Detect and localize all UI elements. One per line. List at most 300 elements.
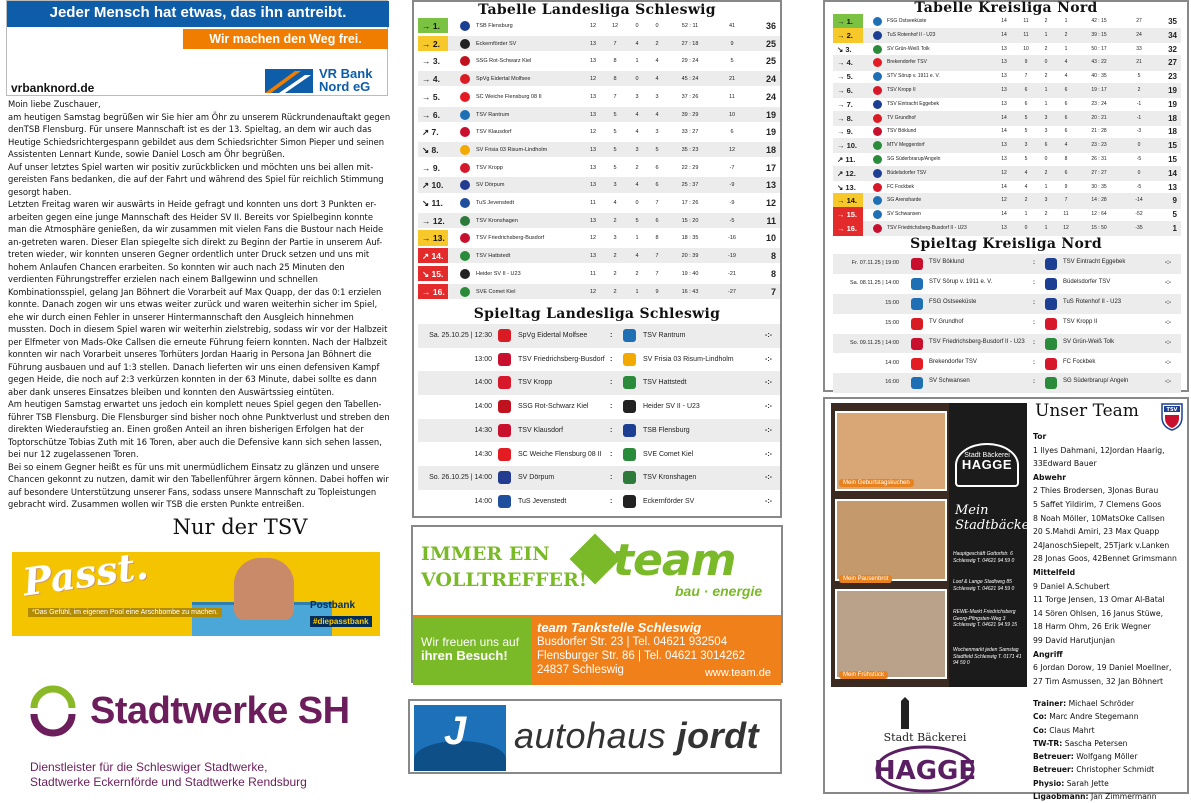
stat-sp: 13: [589, 182, 597, 189]
team-ad-station: team Tankstelle Schleswig: [537, 620, 702, 635]
stat-diff: -9: [729, 182, 735, 189]
stat-u: 6: [1044, 142, 1048, 149]
home-team: SSG Rot-Schwarz Kiel: [518, 403, 589, 411]
hagge-label-3: Mein Frühstück: [839, 671, 888, 679]
roster-position: Tor: [1033, 432, 1047, 441]
hagge-info-4: Wochenmarkt jeden Samstag Stadtfeld Schleswig T. 0171 41 94 59 0: [953, 647, 1022, 666]
rank-cell: → 9.: [422, 162, 440, 173]
stat-u: 1: [1044, 87, 1048, 93]
stat-g: 8: [613, 58, 617, 65]
stat-u: 1: [1044, 225, 1048, 231]
stat-sp: 12: [589, 76, 597, 83]
stat-u: 1: [635, 235, 639, 242]
away-crest-icon: [623, 353, 636, 366]
article-paragraph: Bei so einem Gegner heißt es für uns mit unermüdlichem Einsatz zu glänzen und unsere Chancen gekonnt zu nutzen, damit wir den Tabellenführer ärgern können. Dabei hoffen wir auf besondere Unterstützung unserer Fans, sodass unsere Mannschaft zu Topleistungen gebracht wird. Zusammen wollen wir TSB die ersten Punkte entreißen.: [8, 461, 389, 509]
stat-sp: 13: [589, 40, 597, 47]
staff-line: [1033, 710, 1189, 723]
stat-diff: 27: [1136, 18, 1142, 24]
stat-sp: 11: [590, 200, 596, 206]
away-team: SG Süderbrarup/ Angeln: [1063, 378, 1129, 385]
points: 27: [1168, 58, 1177, 68]
stat-v: 12: [1063, 225, 1069, 231]
team-name: Büdelsdorfer TSV: [887, 169, 927, 176]
fixture-score: -:-: [765, 426, 772, 434]
stat-g: 5: [1024, 114, 1028, 121]
stat-u: 2: [635, 164, 639, 171]
home-team: TuS Jevenstedt: [518, 497, 567, 505]
club-crest-icon: [873, 224, 882, 233]
fixture-row[interactable]: [833, 294, 1181, 314]
stat-sp: 11: [590, 270, 596, 277]
stat-g: 4: [1024, 183, 1028, 190]
stadtwerke-subline-2: Stadtwerke Eckernförde und Stadtwerke Rendsburg: [30, 775, 307, 789]
stat-g: 7: [1024, 73, 1028, 80]
club-crest-icon: [873, 72, 882, 81]
staff-name: Marc Andre Stegemann: [1049, 712, 1139, 722]
stat-v: 7: [1064, 197, 1068, 204]
club-crest-icon: [873, 183, 882, 192]
table-row[interactable]: [418, 107, 780, 123]
stat-u: 1: [1044, 183, 1048, 190]
home-crest-icon: [911, 377, 923, 389]
away-team: SVE Comet Kiel: [643, 450, 694, 458]
roster-position: Angriff: [1033, 649, 1063, 659]
vr-bank-name: [319, 67, 372, 93]
fixture-row[interactable]: [418, 371, 780, 395]
points: 25: [765, 38, 776, 49]
hagge-label-2: Mein Pausenbrot: [839, 575, 892, 583]
fixture-date: Fr. 07.11.25 | 19:00: [851, 260, 899, 266]
fixture-score: -:-: [1165, 279, 1171, 286]
staff-role: Physio:: [1033, 778, 1065, 788]
away-crest-icon: [623, 376, 636, 389]
stat-sp: 13: [589, 58, 597, 65]
roster-line: 27 Tim Asmussen, 32 Jan Böhnert: [1033, 676, 1164, 686]
stat-g: 3: [613, 235, 617, 242]
stat-v: 6: [655, 217, 659, 224]
postbank-ad[interactable]: [12, 542, 380, 636]
staff-role: Ligaobmann:: [1033, 792, 1089, 802]
stat-u: 3: [635, 146, 639, 153]
table-row[interactable]: [418, 142, 780, 158]
points: 17: [765, 162, 776, 173]
stat-g: 9: [1024, 59, 1028, 66]
fixture-score: -:-: [1165, 379, 1171, 386]
roster-line: 18 Harm Ohm, 26 Erik Wegner: [1033, 622, 1151, 632]
rank-cell: → 14.: [833, 193, 863, 208]
away-crest-icon: [1045, 278, 1057, 290]
rank-cell: ↘ 11.: [422, 198, 443, 208]
away-crest-icon: [623, 424, 636, 437]
team-ad-addr3: 24837 Schleswig: [537, 664, 624, 676]
staff-name: Claus Mahrt: [1049, 725, 1095, 735]
stat-diff: 21: [728, 76, 736, 83]
stat-diff: 33: [1136, 45, 1142, 52]
fixture-score: -:-: [765, 474, 772, 482]
points: 19: [765, 109, 776, 120]
stat-u: 1: [635, 58, 639, 65]
stat-diff: 0: [1137, 169, 1141, 176]
fixture-score: -:-: [1165, 299, 1171, 306]
away-team: SV Grün-Weiß Tolk: [1063, 338, 1115, 345]
stat-v: 1: [1064, 45, 1068, 52]
fixture-row[interactable]: [833, 274, 1181, 294]
rank-cell: → 7.: [837, 99, 853, 109]
article-paragraph: Auf unser letztes Spiel warten wir positiv zurückblicken und möchten uns bei allen mit-gereisten Fans bedanken, die auf der Fahrt und während des Spiel für reichlich Stimmung gesorgt haben.: [8, 161, 384, 197]
colon-separator: :: [610, 497, 613, 505]
staff-line: [1033, 750, 1189, 763]
hagge-info-3: REWE-Markt Friedrichsberg Georg-Pfingsten-Weg 3 Schleswig T. 04621 94 59 15: [953, 609, 1018, 628]
away-team: Heider SV II - U23: [643, 403, 700, 411]
breakfast-photo: [835, 589, 947, 679]
colon-separator: :: [610, 426, 613, 434]
stat-u: 0: [635, 76, 639, 83]
stat-diff: -1: [1136, 114, 1142, 121]
table-row[interactable]: [418, 89, 780, 105]
colon-separator: :: [1033, 359, 1035, 366]
roster-line: 5 Saffet Yildirim, 7 Clemens Goos: [1033, 499, 1162, 509]
points: 7: [770, 286, 776, 297]
stat-g: 2: [613, 217, 617, 224]
stat-goals: 43 : 22: [1091, 59, 1107, 66]
table-row[interactable]: [418, 230, 780, 246]
table-row[interactable]: [418, 248, 780, 264]
stat-v: 8: [1064, 156, 1068, 162]
club-crest-icon: [873, 86, 882, 95]
team-name: TV Grundhof: [887, 114, 916, 121]
landesliga-fixtures-title: Spieltag Landesliga Schleswig: [473, 306, 721, 322]
stat-goals: 15 : 50: [1091, 225, 1107, 231]
stat-v: 8: [655, 235, 659, 242]
table-row[interactable]: [418, 53, 780, 69]
hagge-logo-icon: [871, 695, 979, 793]
team-name: TSV Kronshagen: [476, 217, 518, 224]
stat-u: 2: [635, 270, 639, 277]
fixture-row[interactable]: [418, 419, 780, 443]
fixture-row[interactable]: [418, 395, 780, 419]
stat-sp: 13: [589, 164, 597, 171]
colon-separator: :: [1033, 319, 1035, 326]
club-crest-icon: [460, 216, 470, 226]
fixture-row[interactable]: [418, 490, 780, 514]
away-team: TSV Kronshagen: [643, 474, 697, 482]
table-row[interactable]: [418, 36, 780, 52]
stat-goals: 15 : 20: [681, 217, 699, 224]
table-row[interactable]: [418, 284, 780, 300]
rank-cell: → 6.: [837, 86, 853, 95]
stat-goals: 35 : 23: [681, 146, 699, 153]
table-row[interactable]: [418, 160, 780, 176]
kreisliga-table-title: Tabelle Kreisliga Nord: [914, 0, 1098, 16]
stat-g: 6: [1024, 100, 1028, 107]
table-row[interactable]: [418, 18, 780, 34]
rank-cell: → 1.: [418, 18, 448, 33]
stat-goals: 52 : 11: [681, 23, 699, 29]
table-row[interactable]: [418, 266, 780, 282]
stat-g: 3: [1024, 142, 1028, 149]
club-crest-icon: [873, 196, 882, 205]
stat-sp: 13: [589, 217, 597, 224]
hagge-label-1: Mein Geburtstagskuchen: [839, 479, 914, 487]
home-team: SpVg Eidertal Molfsee: [518, 332, 588, 339]
stat-u: 2: [1044, 169, 1048, 176]
article-paragraph: Letzten Freitag waren wir auswärts in Heide gefragt und konnten uns dort 3 Punkten er-arbeiten gegen eine junge Mannschaft des Heider SV II. Bereits vor Spielbeginn konnte man die Atmosphäre genießen, da wir zusammen mit vielen Fans die Bustour nach Heide an-getreten waren. Dieser Elan spiegelte sich direkt zu Beginn der Partie in unserem Auf-treten wieder, wir konnten unseren Gegner ordentlich unter Druck setzen und uns mit hohem Anlaufen Chancen erarbeiten. So konnten wir auch nach 25 Minuten den verdienten Führungstreffer erzielen nach einem Ballgewinn und schnellen Kombinationsspiel, gelang Jan Böhnert die Vorarbeit auf Max Quapp, der das 0:1 erzielen konnte. Danach zogen wir uns etwas weiter zurück und waren weiterhin sicher im Spiel, ehe wir durch einen Fehler in unserer Hintermannschaft den Ausgleich hinnehmen mussten. Doch in diesem Spiel waren wir weiterhin zielstrebig, sodass wir vor der Halbzeit per Elfmeter von Mads-Oke Callsen die erneute Führung feiern konnten. Nach der Halbzeit konnten wir nach Vorarbeit unseres Torhüters Jordan Haarig in Persona Jan Böhnert die Führung ausbauen und auf 1:3 stellen. Danach lieferten wir uns einen defensiven Kampf gegen Heide, die noch auf 2:3 verkürzen konnten in der 63 Minute, dabei sollte es dann aber dank unseres Einsatzes bleiben und konnten den Auswärtssieg eintüten.: [8, 199, 388, 397]
away-crest-icon: [623, 400, 636, 413]
team-ad-addr2: Flensburger Str. 86 | Tel. 04621 3014262: [537, 650, 746, 662]
stat-g: 10: [1023, 45, 1029, 52]
rank-cell: ↘ 3.: [837, 44, 852, 54]
fixture-row[interactable]: [833, 373, 1181, 393]
club-crest-icon: [460, 198, 470, 208]
stat-diff: 5: [1137, 73, 1141, 80]
points: 15: [1168, 155, 1177, 164]
stat-g: 2: [1024, 197, 1028, 204]
fixture-row[interactable]: [833, 254, 1181, 274]
away-crest-icon: [623, 471, 636, 484]
table-row[interactable]: [418, 213, 780, 229]
landesliga-table-title: Tabelle Landesliga Schleswig: [478, 2, 716, 18]
colon-separator: :: [1033, 279, 1035, 286]
rank-cell: → 1.: [833, 14, 863, 29]
postbank-logo: Postbank: [310, 600, 356, 611]
postbank-hashtag: #diepasstbank: [310, 616, 372, 627]
club-crest-icon: [873, 210, 882, 219]
stat-diff: -7: [729, 164, 735, 171]
stat-diff: 12: [728, 146, 736, 153]
fixture-score: -:-: [765, 497, 772, 505]
stat-g: 4: [1024, 169, 1028, 176]
team-name: SV Dörpum: [476, 182, 505, 189]
club-crest-icon: [873, 45, 882, 54]
colon-separator: :: [1033, 260, 1035, 266]
team-ad[interactable]: [411, 525, 783, 683]
table-row[interactable]: [418, 124, 780, 140]
team-name: TSV Eintracht Eggebek: [887, 100, 939, 107]
home-crest-icon: [498, 471, 511, 484]
hagge-ad[interactable]: [831, 403, 1039, 687]
fixture-row[interactable]: [418, 466, 780, 490]
stat-v: 7: [655, 200, 659, 206]
stat-v: 4: [655, 111, 659, 118]
away-crest-icon: [623, 329, 636, 342]
home-team: STV Sörup v. 1911 e. V.: [929, 278, 993, 285]
staff-role: Betreuer:: [1033, 765, 1074, 775]
team-ad-visit: [413, 617, 531, 685]
stat-goals: 39 : 15: [1091, 31, 1107, 38]
roster-position: Abwehr: [1033, 472, 1067, 482]
team-name: FSG Ostseeküste: [887, 18, 927, 24]
stat-v: 1: [1064, 18, 1068, 24]
fixture-date: 14:00: [474, 403, 492, 411]
home-team: TSV Friedrichsberg-Busdorf: [518, 355, 605, 363]
points: 14: [1168, 168, 1177, 178]
rank-cell: ↗ 14.: [418, 248, 448, 263]
stat-v: 4: [1064, 59, 1068, 66]
staff-name: Wolfgang Möller: [1076, 752, 1138, 762]
home-crest-icon: [498, 495, 511, 508]
points: 1: [1172, 224, 1177, 233]
hagge-claim-1: Mein: [955, 503, 989, 518]
hagge-claim-2: Stadtbäcker.: [955, 518, 1039, 533]
fixture-row[interactable]: [833, 334, 1181, 354]
sandwich-photo: [835, 499, 947, 581]
points: 8: [770, 251, 776, 262]
team-panel: [823, 397, 1189, 802]
tsv-crest-text: TSV: [1166, 407, 1178, 413]
stat-u: 1: [635, 288, 639, 295]
stat-diff: -14: [1135, 197, 1143, 204]
away-crest-icon: [1045, 298, 1057, 310]
fixture-row[interactable]: [833, 354, 1181, 374]
home-team: TSV Friedrichsberg-Busdorf II - U23: [929, 338, 1025, 345]
fixture-date: 14:30: [474, 426, 492, 434]
jordt-mark: J: [444, 709, 467, 753]
stat-sp: 14: [1001, 128, 1007, 135]
stat-u: 2: [1044, 211, 1048, 218]
fixture-row[interactable]: [418, 348, 780, 372]
stat-u: 0: [635, 200, 639, 206]
stat-diff: -9: [729, 200, 735, 206]
stat-diff: -19: [728, 253, 736, 260]
team-name: TSV Kropp II: [887, 87, 916, 93]
table-row[interactable]: [833, 221, 1181, 236]
points: 23: [1168, 72, 1177, 82]
stat-sp: 14: [1001, 18, 1007, 24]
stat-diff: 0: [1137, 142, 1141, 149]
hagge-info-2: Loof & Lange Stadtweg 85 Schleswig T. 04621 94 59 0: [953, 579, 1015, 592]
stat-sp: 12: [589, 235, 597, 242]
colon-separator: :: [610, 403, 613, 411]
hagge-logo-top: Stadt Bäckerei: [883, 731, 967, 744]
team-name: TSV Klausdorf: [476, 129, 512, 136]
home-crest-icon: [498, 424, 511, 437]
stat-sp: 13: [1001, 59, 1007, 66]
team-logo: team: [613, 535, 736, 586]
home-team: TSV Kropp: [518, 379, 553, 387]
stadtwerke-name: Stadtwerke SH: [90, 690, 350, 732]
autohaus-jordt-ad[interactable]: [408, 699, 782, 774]
club-crest-icon: [873, 127, 882, 136]
stat-g: 1: [1024, 211, 1028, 218]
stat-u: 4: [635, 253, 639, 260]
stat-diff: 9: [730, 40, 734, 47]
team-roster: [1033, 430, 1189, 688]
home-crest-icon: [911, 298, 923, 310]
home-crest-icon: [911, 338, 923, 350]
fixture-row[interactable]: [418, 443, 780, 467]
hagge-info-1: Hauptgeschäft Gottorfstr. 6 Schleswig T. 04621 94 59 0: [953, 551, 1015, 564]
stat-g: 8: [613, 76, 617, 83]
stat-sp: 14: [1001, 183, 1007, 190]
hagge-badge-name: HAGGE: [961, 457, 1013, 472]
stat-sp: 14: [1001, 31, 1007, 38]
stat-diff: 2: [1137, 87, 1141, 93]
kreisliga-fixtures-title: Spieltag Kreisliga Nord: [910, 236, 1102, 252]
team-staff: [1033, 697, 1189, 803]
rank-cell: → 3.: [422, 56, 440, 67]
team-ad-url[interactable]: www.team.de: [704, 667, 771, 679]
fixture-date: 15:00: [885, 299, 899, 306]
rank-cell: ↘ 8.: [422, 144, 439, 155]
team-ad-slogan-2: VOLLTREFFER!: [421, 569, 588, 591]
fixture-score: -:-: [1165, 319, 1171, 326]
away-team: TSB Flensburg: [643, 426, 690, 434]
staff-role: TW-TR:: [1033, 738, 1063, 748]
stat-g: 2: [613, 253, 617, 260]
postbank-ad-tagline: *Das Gefühl, im eigenen Pool eine Arschbombe zu machen.: [28, 608, 222, 617]
rank-cell: ↗ 7.: [422, 127, 439, 138]
home-team: SV Schwansen: [929, 378, 970, 385]
points: 8: [770, 268, 776, 279]
rank-cell: ↗ 11.: [837, 155, 856, 164]
stat-diff: -27: [728, 288, 736, 295]
team-name: Brekendorfer TSV: [887, 59, 927, 66]
hagge-badge-top: Stadt Bäckerei: [964, 452, 1010, 459]
points: 18: [765, 144, 776, 155]
stat-goals: 33 : 27: [681, 129, 699, 136]
table-row[interactable]: [418, 177, 780, 193]
club-crest-icon: [460, 74, 470, 84]
stat-goals: 21 : 28: [1091, 128, 1107, 135]
stat-sp: 13: [1001, 225, 1007, 231]
club-crest-icon: [873, 169, 882, 178]
stat-u: 0: [1044, 156, 1048, 162]
stadtwerke-subline-1: Dienstleister für die Schleswiger Stadtwerke,: [30, 760, 268, 774]
points: 5: [1172, 210, 1177, 220]
stat-goals: 25 : 37: [681, 182, 699, 189]
stat-goals: 22 : 29: [681, 164, 699, 171]
home-team: TSV Böklund: [929, 259, 965, 265]
roster-line: 24JanoschSiepelt, 25Tjark v.Lanken: [1033, 540, 1170, 550]
stat-diff: 10: [728, 111, 736, 118]
roster-line: 14 Sören Ohlsen, 16 Janus Stüwe,: [1033, 608, 1164, 618]
home-crest-icon: [498, 400, 511, 413]
team-logo-sub: bau · energie: [675, 583, 763, 599]
points: 19: [1168, 99, 1177, 109]
stat-g: 5: [613, 111, 617, 118]
team-ad-slogan: [421, 541, 587, 593]
vr-bank-name-line1: VR Bank: [319, 66, 373, 81]
stat-g: 6: [1024, 87, 1028, 93]
stat-g: 5: [1024, 156, 1028, 162]
fixture-score: -:-: [1165, 359, 1171, 366]
points: 13: [765, 180, 776, 191]
table-row[interactable]: [418, 71, 780, 87]
fixture-date: So. 26.10.25 | 14:00: [429, 474, 492, 482]
away-crest-icon: [623, 495, 636, 508]
stat-goals: 40 : 35: [1091, 73, 1107, 80]
stat-diff: 5: [730, 58, 734, 65]
roster-position: Mittelfeld: [1033, 567, 1076, 577]
club-crest-icon: [873, 100, 882, 109]
points: 18: [1168, 113, 1177, 123]
vr-ad-url[interactable]: vrbanknord.de: [11, 81, 95, 95]
stat-diff: -16: [728, 235, 736, 242]
stat-g: 12: [611, 23, 619, 29]
table-row[interactable]: [418, 195, 780, 211]
away-team: FC Fockbek: [1063, 358, 1096, 365]
club-crest-icon: [460, 56, 470, 66]
stat-g: 5: [613, 164, 617, 171]
club-crest-icon: [873, 17, 882, 26]
away-team: Büdelsdorfer TSV: [1063, 278, 1111, 285]
vr-bank-name-line2: Nord eG: [319, 79, 371, 94]
fixture-row[interactable]: [418, 324, 780, 348]
fixture-row[interactable]: [833, 314, 1181, 334]
rank-cell: → 9.: [837, 127, 853, 137]
colon-separator: :: [610, 474, 613, 482]
roster-line: 1 Ilyes Dahmani, 12Jordan Haarig,: [1033, 445, 1165, 455]
